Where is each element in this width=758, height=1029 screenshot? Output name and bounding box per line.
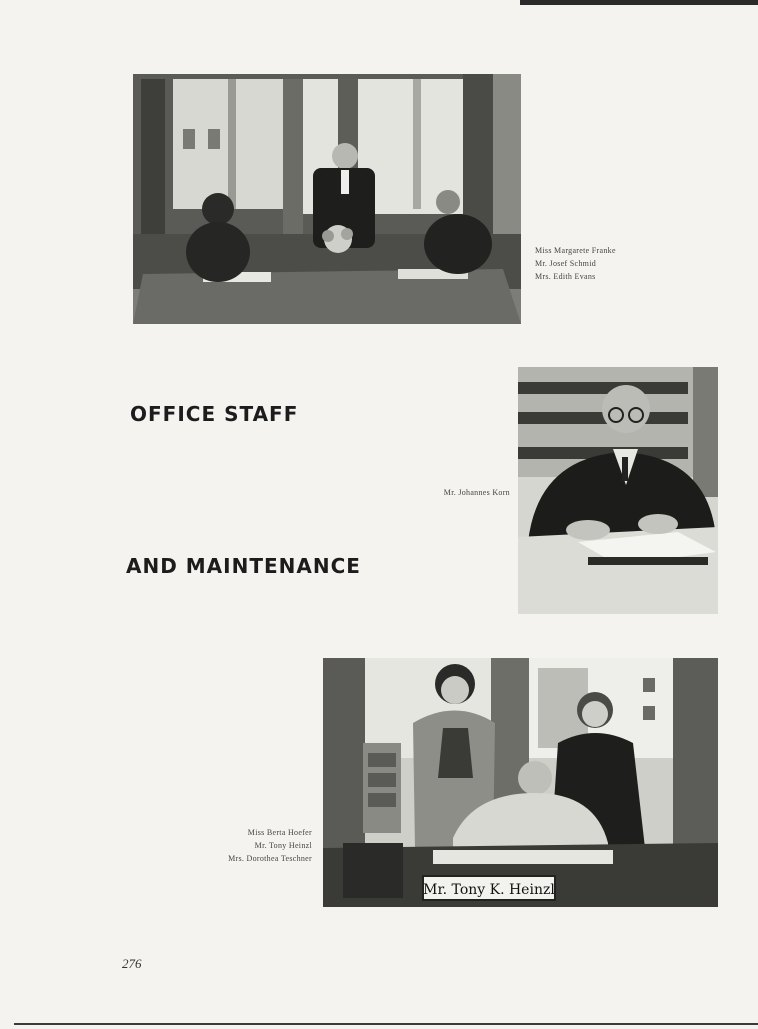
photo-man-at-desk bbox=[518, 367, 718, 614]
caption-name: Miss Berta Hoefer bbox=[247, 828, 312, 837]
heading-and-maintenance: AND MAINTENANCE bbox=[126, 554, 361, 578]
caption-name: Mr. Josef Schmid bbox=[535, 259, 597, 268]
top-edge-bar bbox=[520, 0, 758, 5]
caption-name: Mrs. Dorothea Teschner bbox=[228, 854, 312, 863]
caption-name: Mrs. Edith Evans bbox=[535, 272, 596, 281]
caption-name: Miss Margarete Franke bbox=[535, 246, 616, 255]
heading-office-staff: OFFICE STAFF bbox=[130, 402, 299, 426]
photo-office-trio bbox=[133, 74, 521, 324]
photo-maintenance-trio bbox=[323, 658, 718, 907]
caption-photo2 bbox=[400, 486, 510, 499]
caption-name: Mr. Tony Heinzl bbox=[254, 841, 312, 850]
caption-photo1 bbox=[535, 244, 616, 283]
bottom-edge-line bbox=[14, 1023, 758, 1025]
desk-nameplate-text: Mr. Tony K. Heinzl bbox=[423, 882, 555, 898]
page-number: 276 bbox=[122, 956, 142, 971]
caption-photo3 bbox=[190, 826, 312, 865]
caption-name: Mr. Johannes Korn bbox=[443, 488, 510, 497]
